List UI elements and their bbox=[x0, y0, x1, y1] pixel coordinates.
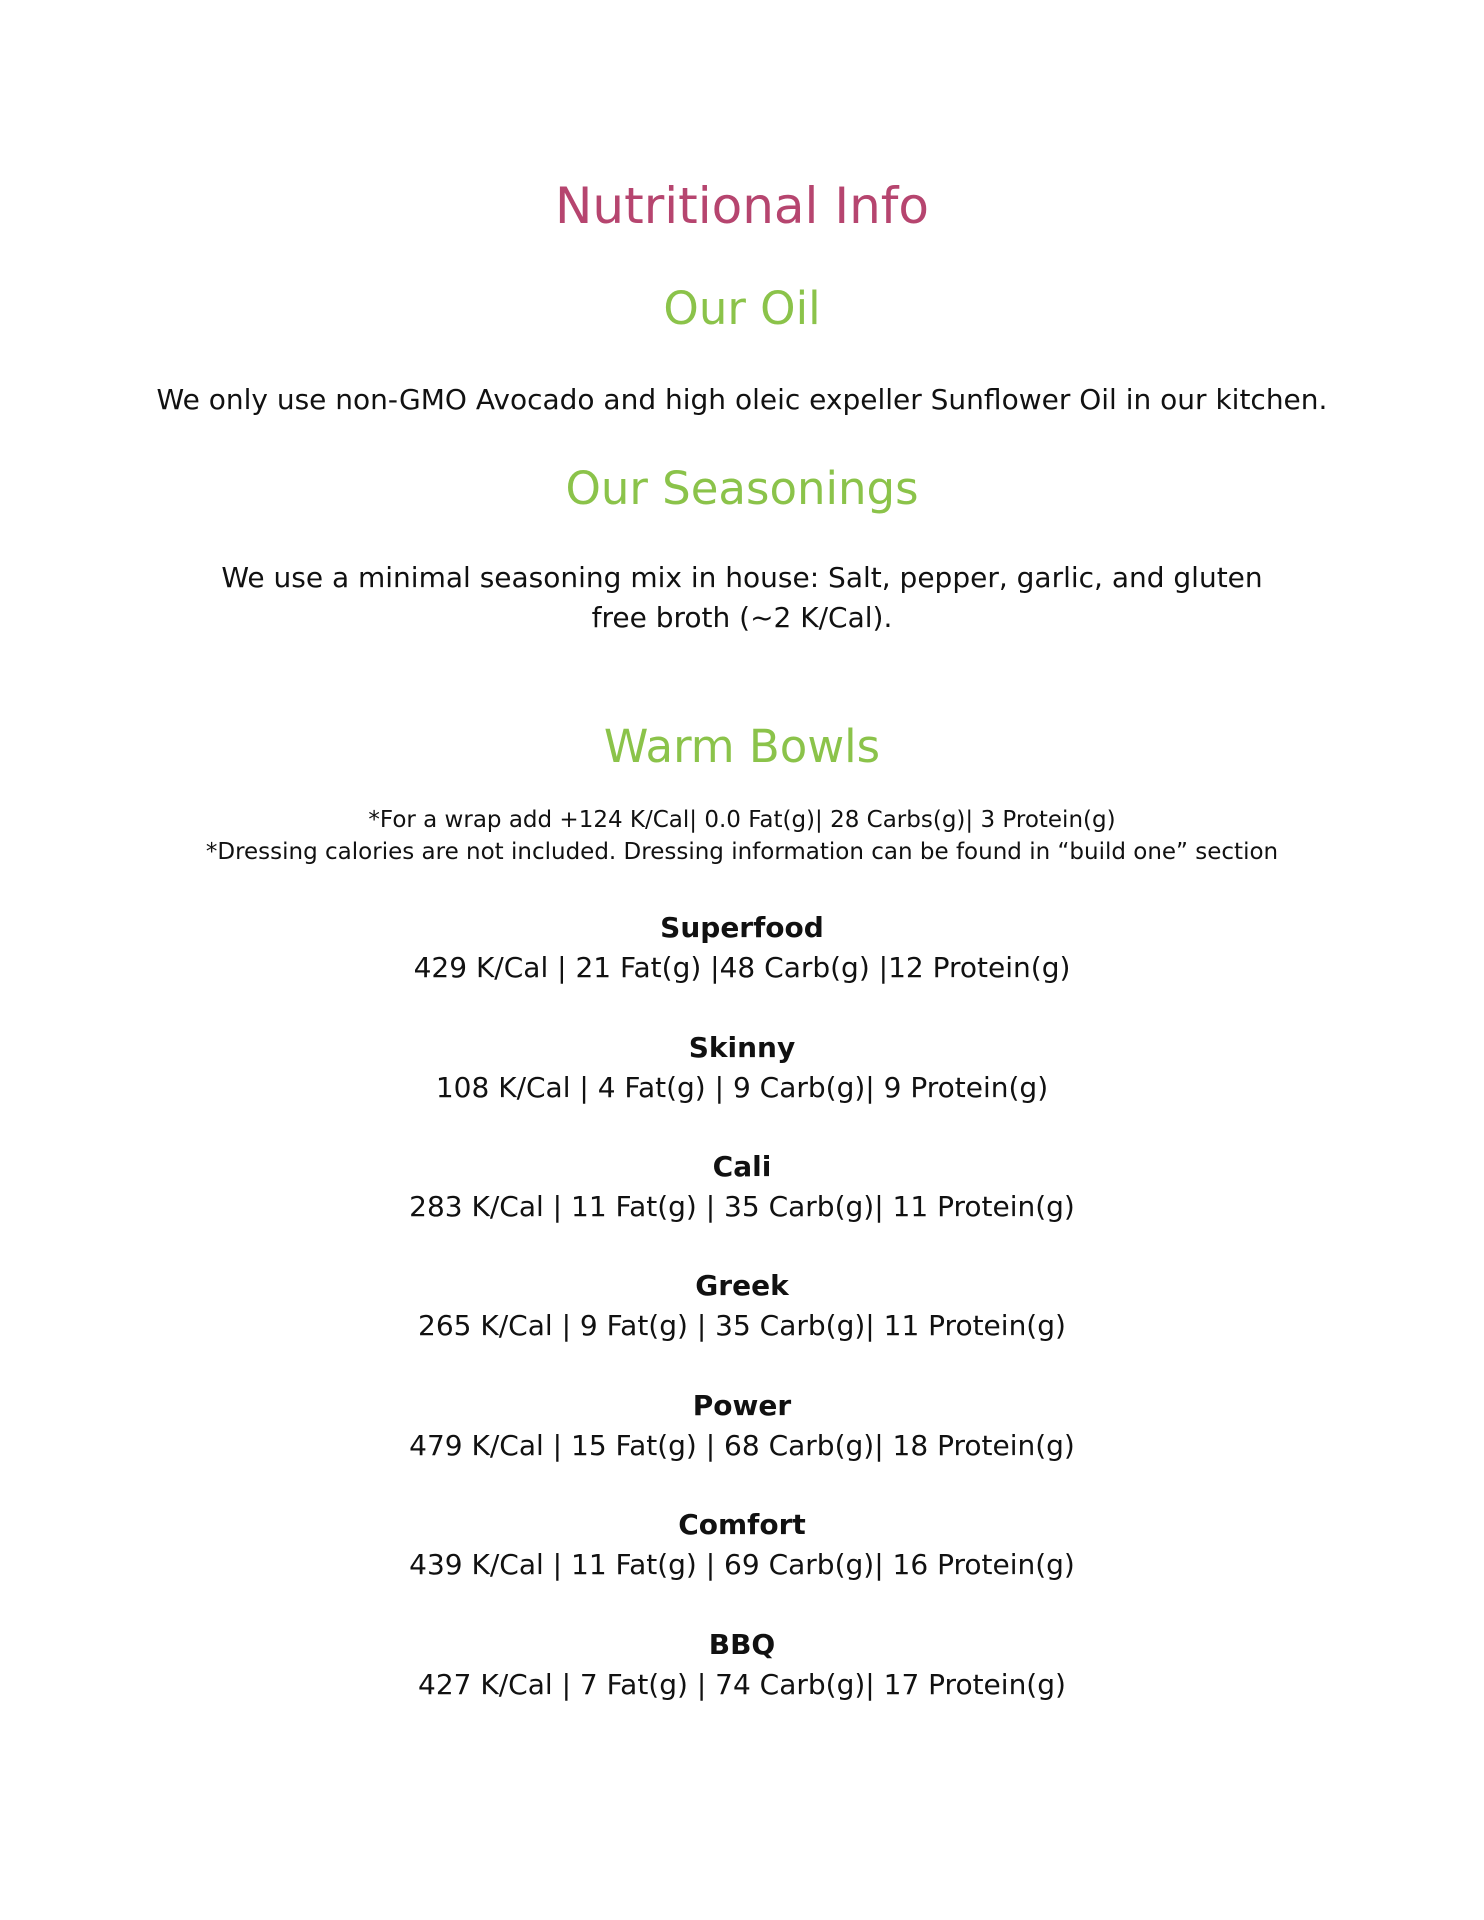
bowl-nutrition: 479 K/Cal | 15 Fat(g) | 68 Carb(g)| 18 Protein(g) bbox=[409, 1429, 1075, 1462]
oil-description: We only use non-GMO Avocado and high oleic expeller Sunflower Oil in our kitchen. bbox=[156, 383, 1328, 416]
bowl-nutrition: 439 K/Cal | 11 Fat(g) | 69 Carb(g)| 16 Protein(g) bbox=[409, 1548, 1075, 1581]
oil-heading: Our Oil bbox=[663, 282, 821, 335]
bowl-nutrition: 429 K/Cal | 21 Fat(g) |48 Carb(g) |12 Protein(g) bbox=[413, 951, 1071, 984]
bowl-name: Skinny bbox=[688, 1031, 796, 1064]
bowl-name: Power bbox=[692, 1389, 792, 1422]
bowl-nutrition: 427 K/Cal | 7 Fat(g) | 74 Carb(g)| 17 Protein(g) bbox=[418, 1668, 1066, 1701]
bowl-name: BBQ bbox=[708, 1628, 776, 1661]
bowl-name: Greek bbox=[695, 1269, 789, 1302]
page-title: Nutritional Info bbox=[555, 177, 929, 235]
bowl-item-superfood bbox=[0, 908, 1484, 988]
seasonings-description: We use a minimal seasoning mix in house: Salt, pepper, garlic, and gluten free broth (~2 K/Cal). bbox=[221, 561, 1263, 634]
bowl-item-bbq bbox=[0, 1625, 1484, 1705]
dressing-note: *Dressing calories are not included. Dressing information can be found in “build one” section bbox=[205, 839, 1279, 865]
bowl-item-comfort bbox=[0, 1505, 1484, 1585]
wrap-note: *For a wrap add +124 K/Cal| 0.0 Fat(g)| 28 Carbs(g)| 3 Protein(g) bbox=[368, 807, 1116, 833]
bowl-nutrition: 265 K/Cal | 9 Fat(g) | 35 Carb(g)| 11 Protein(g) bbox=[418, 1309, 1066, 1342]
bowl-name: Comfort bbox=[678, 1508, 806, 1541]
bowl-item-power bbox=[0, 1386, 1484, 1466]
bowl-item-skinny bbox=[0, 1028, 1484, 1108]
bowl-nutrition: 283 K/Cal | 11 Fat(g) | 35 Carb(g)| 11 Protein(g) bbox=[409, 1190, 1075, 1223]
bowl-item-cali bbox=[0, 1147, 1484, 1227]
bowl-nutrition: 108 K/Cal | 4 Fat(g) | 9 Carb(g)| 9 Protein(g) bbox=[435, 1071, 1049, 1104]
bowl-item-greek bbox=[0, 1266, 1484, 1346]
seasonings-heading: Our Seasonings bbox=[565, 462, 919, 515]
bowl-name: Cali bbox=[712, 1150, 772, 1183]
bowl-name: Superfood bbox=[660, 911, 824, 944]
warm-bowls-heading: Warm Bowls bbox=[603, 720, 881, 773]
